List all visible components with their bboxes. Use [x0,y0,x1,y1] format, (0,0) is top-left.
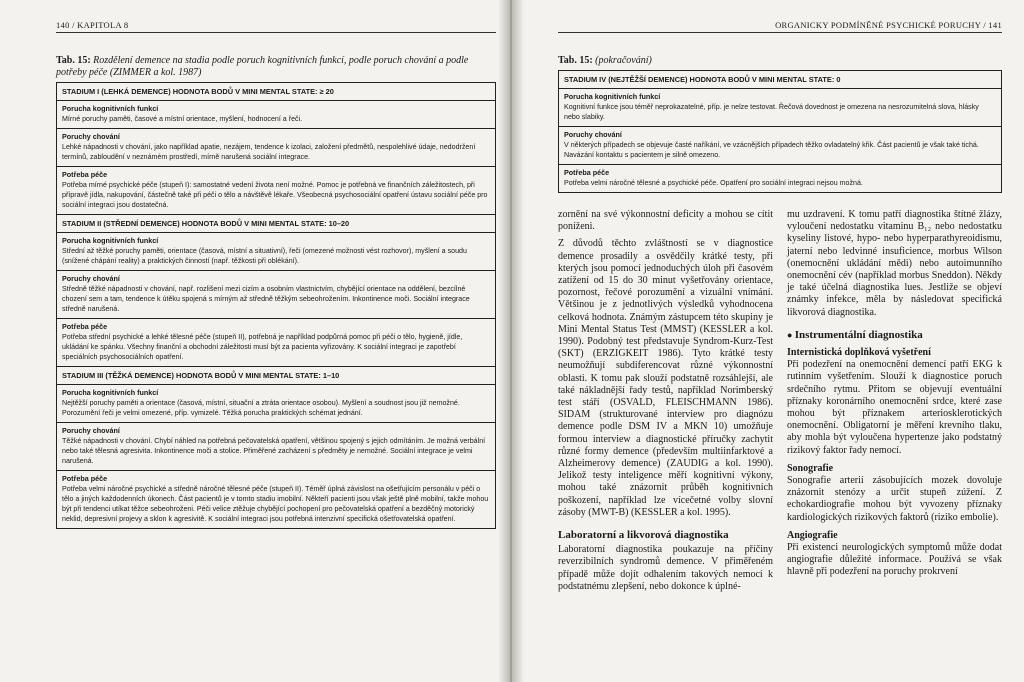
stage-title: STADIUM I (LEHKÁ DEMENCE) HODNOTA BODŮ V MINI MENTAL STATE: ≥ 20 [62,87,334,96]
paragraph: Při existenci neurologických symptomů může dodat angiografie důležité informace. Používá se však hlavně při podezření na poruchy prokrvení [787,542,1002,578]
left-table-caption [56,55,496,79]
section-text: Lehké nápadnosti v chování, jako například apatie, nezájem, tendence k izolaci, založení předmětů, nespolehlivé údaje, nedodržení termínů, zabloudění v neznámém prostředí, mírně narušená sociální integrace. [62,143,476,161]
stage-title: STADIUM IV (NEJTĚŽŠÍ DEMENCE) HODNOTA BODŮ V MINI MENTAL STATE: 0 [564,75,841,84]
table-caption-label: Tab. 15: [56,55,91,66]
section-heading: Poruchy chování [62,426,120,435]
section-text: V některých případech se objevuje časté naříkání, ve vzácnějších případech těžko ovladatelný křik. Část pacientů je však také tichá. Navázání kontaktu s pacientem je silně omezeno. [564,141,979,159]
paragraph: Z důvodů těchto zvláštností se v diagnostice demence prosadily a osvědčily krátké testy, při kterých jsou pomocí jednoduchých úloh při časovém zatížení od 15 do 30 minut vyšetřovány orientace, pozornost, řečové porozumění a vizuální vnímání. Většinou je z jednotlivých výsledků vyhodnocena celková hodnota. Známým zástupcem této skupiny je Mini Mental Status Test (MMST) (KESSLER a kol. 1990). Podobný test představuje Syndrom-Kurz-Test (SKT) (ERZIGKEIT 1986). Tyto krátké testy neumožňují subdiferencovat různé výkonnostní oblasti. K tomu pak slouží podstatně rozsáhlejší, ale také nákladnější řady testů, například Norimberský test stáří (OSVALD, FLEISCHMANN 1986). SIDAM (strukturované interview pro diagnózu demence podle DSM IV a MKN 10) umožňuje formou interview a diagnostické příručky zachytit různé formy demence (především multiinfarktové a Alzheimerovy demence) (ZAUDIG a kol. 1990). Jelikož testy inteligence měří kognitivní výkony, mohou také znázornit průběh kognitivních poškození, například lze vícečetné volby slovní zásoby (MWT-B) (KESSLER a kol. 1995). [558,238,773,518]
body-column-2 [787,209,1002,593]
stage-section [57,232,495,270]
section-heading: Porucha kognitivních funkcí [62,236,159,245]
section-heading: Potřeba péče [62,170,108,179]
section-heading: ● Instrumentální diagnostika [787,329,1002,341]
section-text: Středně těžké nápadnosti v chování, např. rozlišení mezi cizím a osobním vlastnictvím, chybějící orientace na oddělení, bezcílné chození sem a tam, tendence k útěku spojená s mírným až středně těžkým sebeohrožením. Inkontinence moči. Sociální integrace středně narušená. [62,285,470,313]
stage-section [559,88,1001,126]
stage-title: STADIUM III (TĚŽKÁ DEMENCE) HODNOTA BODŮ V MINI MENTAL STATE: 1–10 [57,366,495,384]
left-page [0,0,508,682]
stage-section [559,126,1001,164]
stage-section [57,422,495,470]
section-text: Nejtěžší poruchy paměti a orientace (časová, místní, situační a ztráta orientace osobou). Myšlení a soudnost jsou již nemožné. Porozumění řeči je velmi omezené, příp. vymizelé. Těžká porucha praktických schémat jednání. [62,399,460,417]
stage-section [559,164,1001,192]
section-text: Těžké nápadnosti v chování. Chybí náhled na potřebná pečovatelská opatření, většinou spojený s jejich odmítáním. Je možná verbální nebo také tělesná agresivita. Inkontinence moči a stolice. Přiměřené zacházení s předměty je nemožné. Sociální integrace je velmi narušená. [62,437,486,465]
section-heading: Porucha kognitivních funkcí [564,92,661,101]
stage-section [57,128,495,166]
stage-section [57,166,495,214]
section-heading: Potřeba péče [62,474,108,483]
subsection-heading: Internistická doplňková vyšetření [787,347,931,359]
paragraph: Při podezření na onemocnění demencí patří EKG k rutinním vyšetřením. Slouží k diagnostice poruch srdečního rytmu. Přitom se objevují eventuální příznaky koronárního onemocnění srdce, které zase mohou být příznakem arteriosklerotických onemocnění. Obligatorní je měření krevního tlaku, aby mohla být vyloučena hypertenze jako podstatný rizikový faktor řady nemocí. [787,359,1002,456]
stage-section [57,470,495,528]
section-heading: Porucha kognitivních funkcí [62,388,159,397]
section-heading: Potřeba péče [564,168,610,177]
right-table-caption [558,55,1002,67]
section-text: Kognitivní funkce jsou téměř neprokazatelné, příp. je nelze testovat. Řečová dovednost je omezena na nesrozumitelná slova, hlásky nebo slabiky. [564,103,979,121]
table-caption-text: (pokračování) [595,55,652,66]
section-heading: Porucha kognitivních funkcí [62,104,159,113]
section-text: Potřeba střední psychické a lehké tělesné péče (stupeň II), potřebná je například podpůrná pomoc při péči o tělo, hygieně, jídle, ukládání ke spánku. Všechny finanční a obchodní záležitosti musí být za pacienta vyřizovány. K sociální integraci je zapotřebí speciálních psychosociálních opatření. [62,333,463,361]
section-text: Střední až těžké poruchy paměti, orientace (časová, místní a situativní), řeči (omezené možnosti vést rozhovor), myšlení a soudu (snížené chápání reality) a praktických činností (např. těžkosti při oblékání). [62,247,467,265]
paragraph: Laboratorní diagnostika poukazuje na příčiny reverzibilních syndromů demence. V přiměřeném případě může dojít odhalením takových nemocí k podstatnému zlepšení, nebo dokonce k úplné- [558,544,773,592]
subsection-heading: Angiografie [787,529,838,541]
dementia-stage-iv-table [558,70,1002,193]
paragraph: zornění na své výkonnostní deficity a mohou se cítit poníženi. [558,209,773,233]
body-column-1 [558,209,773,593]
table-caption-label: Tab. 15: [558,55,593,66]
body-columns [558,209,1002,593]
section-heading: Laboratorní a likvorová diagnostika [558,529,729,542]
section-heading: Poruchy chování [62,132,120,141]
dementia-stages-table [56,82,496,529]
paragraph: Sonografie arterií zásobujících mozek dovoluje znázornit stenózy a určit stupeň zúžení. Z echokardiografie mohou být vyvozeny příznaky kardiologických rizikových faktorů (riziko embolie). [787,475,1002,523]
section-text: Potřeba mírné psychické péče (stupeň I): samostatné vedení života není možné. Pomoc je potřebná ve finančních záležitostech, při přípravě jídla, nakupování, částečně také při péči o tělo a návštěvě lékaře. Všeobecná psychosociální opatření ústavu sociální péče pro sociální integraci jsou dostatečná. [62,181,488,209]
section-text: Potřeba velmi náročné psychické a středně náročné tělesné péče (stupeň II). Téměř úplná závislost na ošetřujícím personálu v péči o tělo a jiných každodenních úkonech. Část pacientů je v tomto stadiu imobilní. Někteří pacienti jsou však ještě plně mobilní, takže mohou být při tendenci utíkat těžce sebeohroženi. Péči velice ztěžuje chybějící pochopení pro pečovatelská opatření a bezděčný motorický neklid, depresivní projevy a sklon k agresivitě. K sociální integraci jsou potřebná intenzivní specifická ošetřovatelská opatření. [62,485,489,523]
stage-section [57,318,495,366]
right-running-header: ORGANICKY PODMÍNĚNÉ PSYCHICKÉ PORUCHY / 141 [558,20,1002,33]
stage-section [57,100,495,128]
subsection-heading: Sonografie [787,462,834,474]
stage-section [57,270,495,318]
right-page [516,0,1024,682]
section-text: Potřeba velmi náročné tělesné a psychické péče. Opatření pro sociální integraci nejsou možná. [564,179,863,187]
stage-section [57,384,495,422]
section-heading: Poruchy chování [62,274,120,283]
left-running-header: 140 / KAPITOLA 8 [56,20,496,33]
stage-title: STADIUM II (STŘEDNÍ DEMENCE) HODNOTA BODŮ V MINI MENTAL STATE: 10–20 [57,214,495,232]
section-text: Mírné poruchy paměti, časové a místní orientace, myšlení, hodnocení a řeči. [62,115,303,123]
paragraph: mu uzdravení. K tomu patří diagnostika štítné žlázy, vyloučení nedostatku vitaminu B₁₂ nebo nedostatku kyseliny listové, hypo- nebo hyperparathyreoidismu, jaterní nebo ledvinné insuficience, morbus Wilson (onemocnění ukládání mědi) nebo autoimunního onemocnění cév (například morbus Sneddon). Někdy je také účelná diagnostika lues. Jestliže se objeví známky infekce, měla by následovat specifická likvorová diagnostika. [787,209,1002,318]
table-caption-text: Rozdělení demence na stadia podle poruch kognitivních funkcí, podle poruch chování a podle potřeby péče (ZIMMER a kol. 1987) [56,55,469,78]
section-heading: Potřeba péče [62,322,108,331]
section-heading: Poruchy chování [564,130,622,139]
